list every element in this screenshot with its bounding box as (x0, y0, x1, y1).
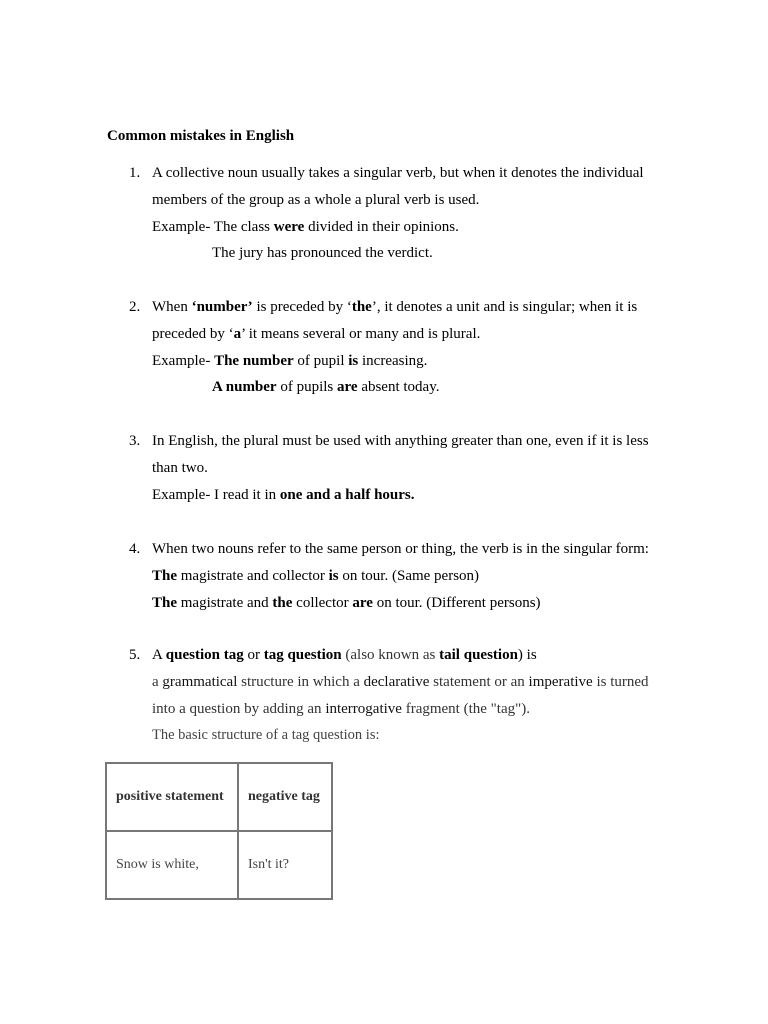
list-number: 1. (129, 165, 141, 181)
text-span: absent today. (357, 379, 440, 396)
list-body (152, 536, 667, 616)
text-span: A (152, 647, 166, 663)
bold-text: tag question (263, 647, 342, 663)
text-span: grammatical (162, 673, 238, 690)
bold-text: question tag (165, 647, 244, 663)
bold-text: the (272, 594, 293, 611)
list-body (152, 294, 667, 401)
table-header-row (106, 763, 332, 831)
text-span: Example- (152, 352, 215, 369)
text-span: interrogative (325, 700, 402, 717)
text-span: on tour. (Same person) (338, 567, 480, 584)
text-span: preceded by ‘ (152, 325, 234, 342)
bold-text: are (337, 379, 358, 396)
bold-text: one and a half hours. (279, 486, 415, 503)
list-number: 5. (129, 647, 141, 663)
table-header-cell: positive statement (106, 763, 238, 831)
text-span: magistrate and collector (177, 567, 329, 584)
tag-question-table (105, 762, 333, 900)
text-span: ’ it means several or many and is plural. (241, 325, 481, 342)
bold-text: are (352, 594, 373, 611)
example-line (152, 214, 667, 241)
document-title: Common mistakes in English (107, 128, 295, 144)
bold-text: A number (212, 379, 277, 396)
example-line (152, 563, 667, 590)
text-span: fragment (the "tag"). (401, 700, 530, 717)
text-span: ) is (517, 647, 537, 663)
table-cell: Isn't it? (238, 831, 332, 899)
bold-text: ‘number’ (191, 299, 253, 315)
bold-text: tail question (439, 647, 518, 663)
text-line: A collective noun usually takes a singular verb, but when it denotes the individual (152, 165, 644, 181)
text-span: ’, it denotes a unit and is singular; when it is (371, 299, 638, 315)
text-span: declarative (363, 673, 430, 690)
text-span: or (243, 647, 264, 663)
text-span: magistrate and (177, 594, 273, 611)
text-span: When (152, 299, 192, 315)
list-number: 2. (129, 299, 141, 315)
bold-text: The (152, 594, 178, 611)
text-line: than two. (152, 459, 208, 476)
text-span: increasing. (358, 352, 428, 369)
example-line (152, 590, 667, 617)
example-line (152, 482, 667, 509)
list-number: 4. (129, 541, 141, 557)
bold-text: is (348, 352, 359, 369)
table-header-cell: negative tag (238, 763, 332, 831)
table-row (106, 831, 332, 899)
text-line: In English, the plural must be used with anything greater than one, even if it is less (152, 433, 649, 449)
text-span: imperative (528, 673, 593, 690)
example-line (152, 374, 667, 401)
text-span: of pupils (276, 379, 338, 396)
bold-text: The (152, 567, 178, 584)
text-span: Example- I read it in (152, 486, 280, 503)
text-span: Example- The class (152, 218, 274, 235)
text-line (152, 642, 667, 669)
text-span: a (152, 673, 163, 690)
example-line: The jury has pronounced the verdict. (212, 245, 433, 262)
text-span: into a question by adding an (152, 700, 326, 717)
list-body (152, 428, 667, 508)
text-span: is preceded by ‘ (252, 299, 352, 315)
text-line (152, 696, 667, 723)
text-line: When two nouns refer to the same person or thing, the verb is in the singular form: (152, 541, 649, 557)
bold-text: is (328, 567, 339, 584)
text-line (152, 321, 667, 348)
bold-text: were (273, 218, 305, 235)
text-span: statement or an (429, 673, 529, 690)
text-line: The basic structure of a tag question is: (152, 727, 380, 744)
list-body (152, 160, 667, 267)
text-span: divided in their opinions. (304, 218, 459, 235)
example-line (152, 348, 667, 375)
text-line: members of the group as a whole a plural verb is used. (152, 191, 480, 208)
list-number: 3. (129, 433, 141, 449)
text-span: collector (292, 594, 353, 611)
text-span: of pupil (293, 352, 349, 369)
bold-text: the (351, 299, 372, 315)
bold-text: a (233, 325, 242, 342)
text-span: (also known as (341, 647, 440, 663)
text-span: on tour. (Different persons) (372, 594, 541, 611)
text-line (152, 669, 667, 696)
bold-text: The number (214, 352, 294, 369)
list-body (152, 642, 667, 749)
text-span: structure in which a (237, 673, 364, 690)
table-cell: Snow is white, (106, 831, 238, 899)
text-line (152, 294, 667, 321)
text-span: is turned (592, 673, 649, 690)
